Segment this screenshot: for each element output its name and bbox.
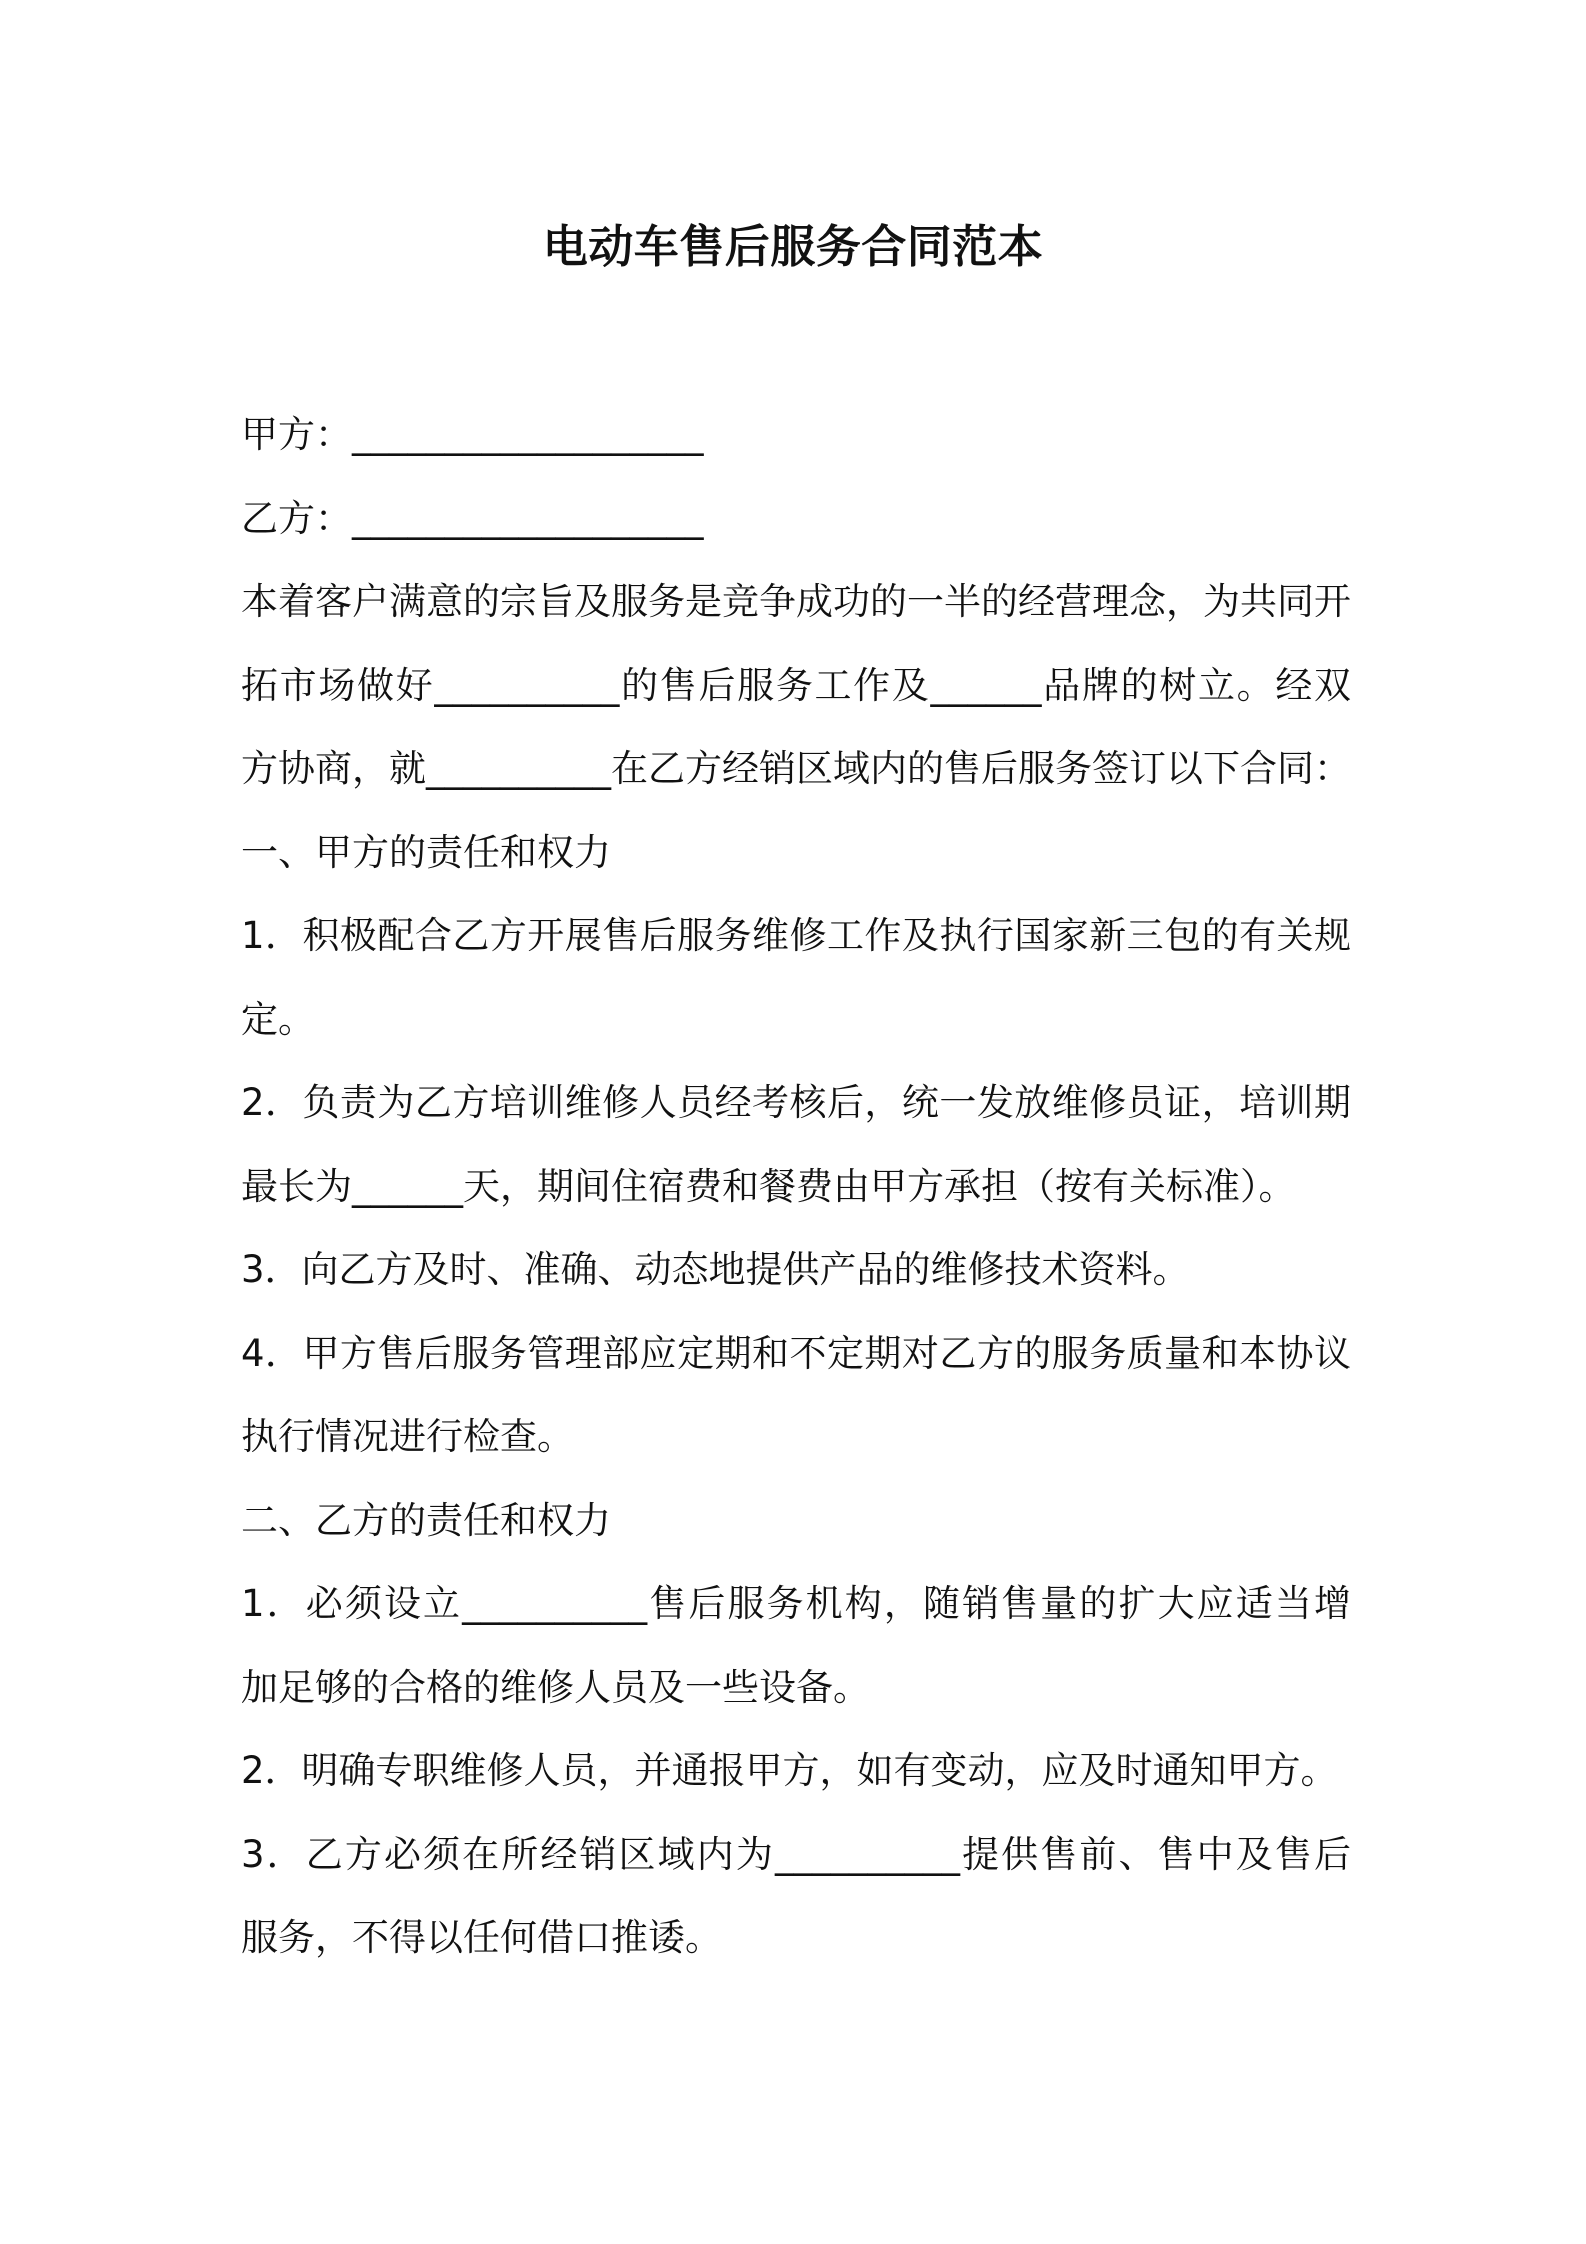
clause-line: 3．向乙方及时、准确、动态地提供产品的维修技术资料。: [241, 1248, 1190, 1291]
preamble-line: 方协商，就__________在乙方经销区域内的售后服务签订以下合同：: [241, 747, 1351, 790]
clause: [241, 1312, 1351, 1479]
clause: [241, 1813, 1351, 1980]
clause-line: 1．积极配合乙方开展售后服务维修工作及执行国家新三包的有关规: [241, 914, 1351, 957]
preamble-line: 拓市场做好__________的售后服务工作及______品牌的树立。经双: [241, 663, 1351, 707]
clause-line: 最长为______天，期间住宿费和餐费由甲方承担（按有关标准）。: [241, 1164, 1296, 1208]
clause: [241, 1228, 1351, 1312]
clause: [241, 1061, 1351, 1228]
party-a-line: 甲方：___________________: [241, 413, 704, 456]
clause-line: 3．乙方必须在所经销区域内为__________提供售前、售中及售后: [241, 1832, 1351, 1876]
clause-line: 服务，不得以任何借口推诿。: [241, 1916, 722, 1959]
document-body: [241, 393, 1351, 1980]
preamble-paragraph: [241, 560, 1351, 811]
section-heading: 一、甲方的责任和权力: [241, 830, 611, 874]
preamble-line: 本着客户满意的宗旨及服务是竞争成功的一半的经营理念，为共同开: [241, 580, 1351, 623]
clause-line: 定。: [241, 997, 315, 1041]
section-heading: 二、乙方的责任和权力: [241, 1498, 611, 1542]
clause-line: 执行情况进行检查。: [241, 1415, 574, 1458]
section-party-a: [241, 811, 1351, 1479]
document-title: 电动车售后服务合同范本: [542, 220, 1044, 273]
clause-line: 2．明确专职维修人员，并通报甲方，如有变动，应及时通知甲方。: [241, 1749, 1338, 1792]
party-b-line: 乙方：___________________: [241, 496, 704, 540]
clause-line: 加足够的合格的维修人员及一些设备。: [241, 1665, 870, 1709]
clause-line: 1．必须设立__________售后服务机构，随销售量的扩大应适当增: [241, 1582, 1351, 1625]
section-party-b: [241, 1479, 1351, 1980]
clause-line: 2．负责为乙方培训维修人员经考核后，统一发放维修员证，培训期: [241, 1081, 1351, 1124]
clause: [241, 1729, 1351, 1813]
clause: [241, 894, 1351, 1061]
clause: [241, 1562, 1351, 1729]
clause-line: 4．甲方售后服务管理部应定期和不定期对乙方的服务质量和本协议: [241, 1331, 1351, 1375]
